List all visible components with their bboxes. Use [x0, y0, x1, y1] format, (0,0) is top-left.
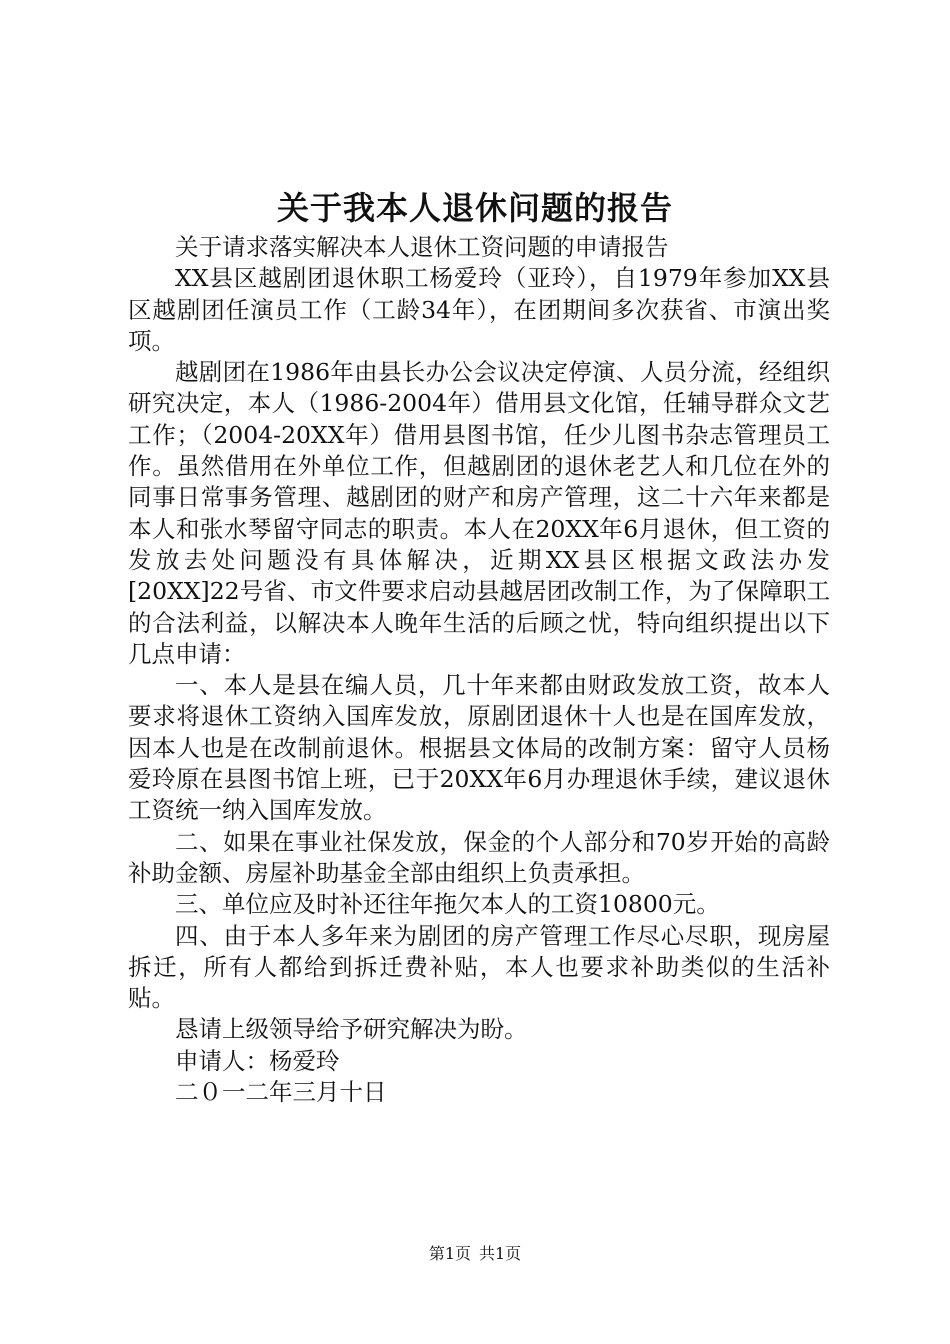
- paragraph-request-2: 二、如果在事业社保发放，保金的个人部分和70岁开始的高龄补助金额、房屋补助基金全部由组织上负责承担。: [128, 827, 830, 887]
- page-total: 共1页: [479, 1244, 522, 1263]
- paragraph-intro: XX县区越剧团退休职工杨爱玲（亚玲），自1979年参加XX县区越剧团任演员工作（工龄34年），在团期间多次获省、市演出奖项。: [128, 264, 830, 355]
- document-title: 关于我本人退休问题的报告: [276, 189, 673, 227]
- paragraph-applicant: 申请人：杨爱玲: [175, 1046, 340, 1075]
- paragraph-closing: 恳请上级领导给予研究解决为盼。: [175, 1015, 528, 1044]
- page-footer: [0, 1243, 950, 1265]
- document-body: [128, 232, 830, 1108]
- paragraph-subject: 关于请求落实解决本人退休工资问题的申请报告: [175, 233, 669, 261]
- paragraph-date: 二０一二年三月十日: [175, 1078, 387, 1107]
- paragraph-request-4: 四、由于本人多年来为剧团的房产管理工作尽心尽职，现房屋拆迁，所有人都给到拆迁费补贴，本人也要求补助类似的生活补贴。: [128, 921, 830, 1013]
- paragraph-request-3: 三、单位应及时补还往年拖欠本人的工资10800元。: [175, 890, 720, 919]
- paragraph-request-1: 一、本人是县在编人员，几十年来都由财政发放工资，故本人要求将退休工资纳入国库发放，原剧团退休十人也是在国库发放，因本人也是在改制前退休。根据县文体局的改制方案：留守人员杨爱玲原在县图书馆上班，已于20XX年6月办理退休手续，建议退休工资统一纳入国库发放。: [128, 671, 830, 825]
- paragraph-background: 越剧团在1986年由县长办公会议决定停演、人员分流，经组织研究决定，本人（1986-2004年）借用县文化馆，任辅导群众文艺工作；（2004-20XX年）借用县图书馆，任少儿图书杂志管理员工作。虽然借用在外单位工作，但越剧团的退休老艺人和几位在外的同事日常事务管理、越剧团的财产和房产管理，这二十六年来都是本人和张水琴留守同志的职责。本人在20XX年6月退休，但工资的发放去处问题没有具体解决，近期XX县区根据文政法办发[20XX]22号省、市文件要求启动县越居团改制工作，为了保障职工的合法利益，以解决本人晚年生活的后顾之忧，特向组织提出以下几点申请：: [128, 358, 830, 668]
- page-number: 第1页: [428, 1244, 471, 1263]
